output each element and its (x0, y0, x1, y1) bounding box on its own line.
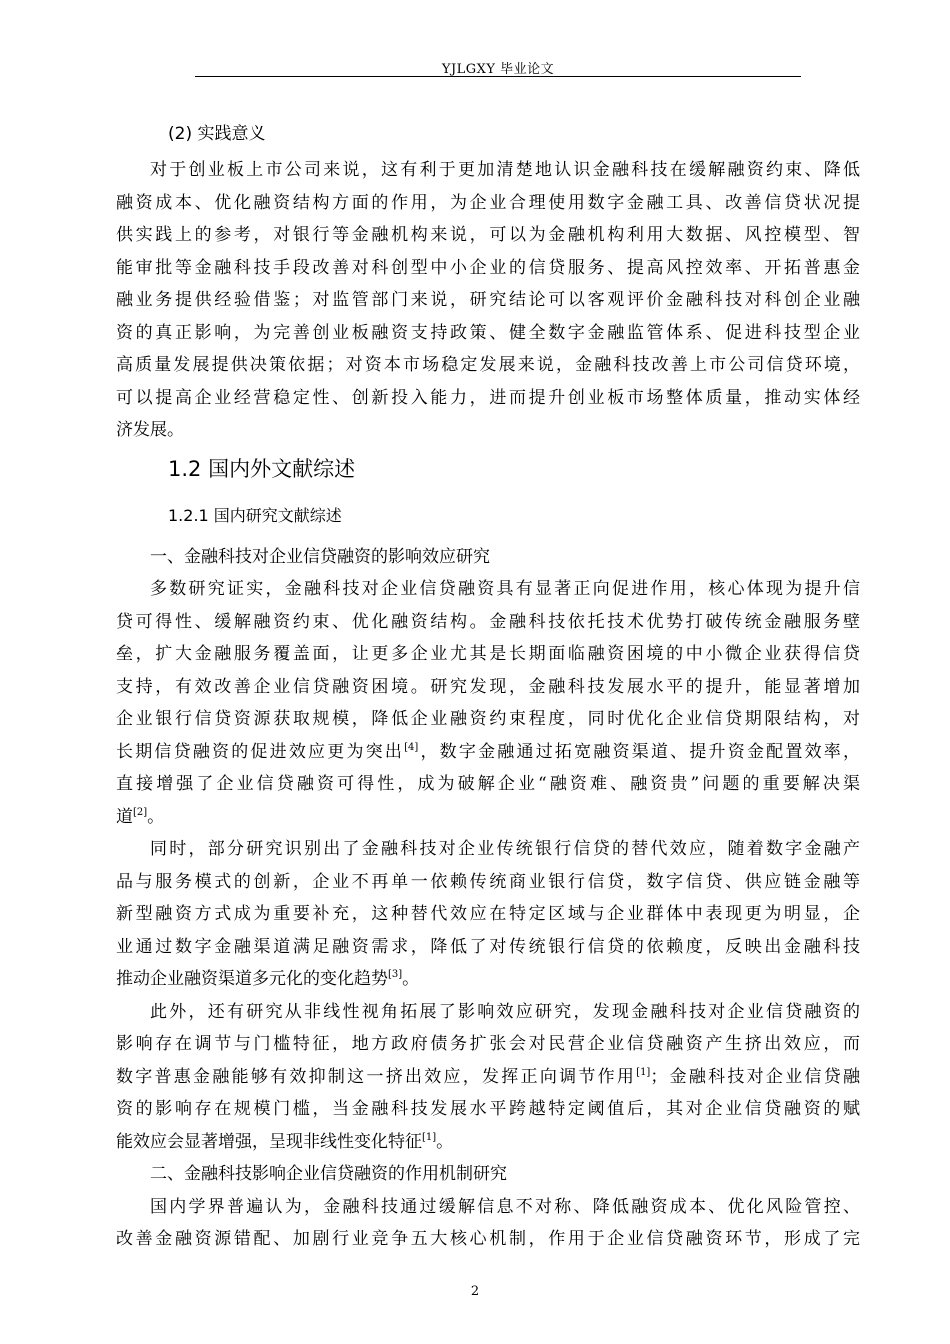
header-divider (195, 76, 801, 77)
paragraph-practice (116, 154, 860, 447)
text-line (116, 1126, 860, 1159)
text-line: 融资成本、优化融资结构方面的作用，为企业合理使用数字金融工具、改善信贷状况提 (116, 192, 860, 213)
paragraph-mechanisms (116, 1191, 860, 1256)
text-line: 贷可得性、缓解融资约束、优化融资结构。金融科技依托技术优势打破传统金融服务壁 (116, 611, 860, 632)
text-line (116, 1061, 860, 1094)
text-line: 能审批等金融科技手段改善对科创型中小企业的信贷服务、提高风控效率、开拓普惠金 (116, 257, 860, 278)
text-span: 能效应会显著增强，呈现非线性变化特征 (116, 1131, 422, 1152)
subsection-heading: 1.2.1 国内研究文献综述 (168, 505, 342, 525)
citation: [1] (422, 1131, 437, 1143)
text-span: 。 (402, 969, 420, 989)
text-line: 品与服务模式的创新，企业不再单一依赖传统商业银行信贷，数字信贷、供应链金融等 (116, 871, 860, 892)
citation: [2] (133, 806, 148, 818)
practice-heading: (2) 实践意义 (168, 124, 266, 144)
topic-heading: 一、金融科技对企业信贷融资的影响效应研究 (150, 546, 490, 567)
text-span: ；金融科技对企业信贷融 (650, 1066, 860, 1087)
text-line: 垒，扩大金融服务覆盖面，让更多企业尤其是长期面临融资困境的中小微企业获得信贷 (116, 644, 860, 664)
text-span: 长期信贷融资的促进效应更为突出 (116, 741, 405, 762)
text-line: 可以提高企业经营稳定性、创新投入能力，进而提升创业板市场整体质量，推动实体经 (116, 387, 860, 408)
text-line: 新型融资方式成为重要补充，这种替代效应在特定区域与企业群体中表现更为明显，企 (116, 904, 860, 924)
text-line: 融业务提供经验借鉴；对监管部门来说，研究结论可以客观评价金融科技对科创企业融 (116, 290, 860, 310)
text-span: 数字普惠金融能够有效抑制这一挤出效应，发挥正向调节作用 (116, 1066, 637, 1087)
text-line: 高质量发展提供决策依据；对资本市场稳定发展来说，金融科技改善上市公司信贷环境， (116, 355, 860, 375)
text-span: ，数字金融通过拓宽融资渠道、提升资金配置效率， (418, 741, 861, 762)
text-line: 直接增强了企业信贷融资可得性，成为破解企业“融资难、融资贵”问题的重要解决渠 (116, 774, 860, 794)
citation: [3] (388, 969, 403, 980)
document-body (116, 118, 860, 1256)
text-line: 此外，还有研究从非线性视角拓展了影响效应研究，发现金融科技对企业信贷融资的 (150, 1001, 860, 1022)
text-line (116, 801, 860, 834)
text-span: 推动企业融资渠道多元化的变化趋势 (116, 969, 388, 989)
text-span: 。 (147, 806, 165, 827)
page-header: YJLGXY 毕业论文 (441, 62, 555, 77)
text-line: 影响存在调节与门槛特征，地方政府债务扩张会对民营企业信贷融资产生挤出效应，而 (116, 1034, 860, 1054)
text-line: 企业银行信贷资源获取规模，降低企业融资约束程度，同时优化企业信贷期限结构，对 (116, 709, 860, 729)
text-line: 改善金融资源错配、加剧行业竞争五大核心机制，作用于企业信贷融资环节，形成了完 (116, 1229, 860, 1249)
text-line: 国内学界普遍认为，金融科技通过缓解信息不对称、降低融资成本、优化风险管控、 (150, 1196, 860, 1217)
text-span: 。 (436, 1131, 454, 1152)
text-line: 业通过数字金融渠道满足融资需求，降低了对传统银行信贷的依赖度，反映出金融科技 (116, 936, 860, 957)
paragraph-nonlinear (116, 996, 860, 1159)
text-line: 资的影响存在规模门槛，当金融科技发展水平跨越特定阈值后，其对企业信贷融资的赋 (116, 1099, 860, 1119)
text-line (116, 963, 860, 996)
paragraph-effects (116, 573, 860, 833)
citation: [1] (636, 1066, 651, 1078)
page-number: 2 (470, 1284, 480, 1299)
text-line (116, 736, 860, 769)
text-line: 同时，部分研究识别出了金融科技对企业传统银行信贷的替代效应，随着数字金融产 (150, 839, 860, 859)
text-line: 济发展。 (116, 420, 184, 440)
section-heading: 1.2 国内外文献综述 (168, 456, 356, 481)
paragraph-substitution (116, 833, 860, 996)
text-line: 多数研究证实，金融科技对企业信贷融资具有显著正向促进作用，核心体现为提升信 (150, 579, 860, 599)
text-span: 道 (116, 806, 133, 827)
text-line: 供实践上的参考，对银行等金融机构来说，可以为金融机构利用大数据、风控模型、智 (116, 225, 860, 245)
topic-heading: 二、金融科技影响企业信贷融资的作用机制研究 (150, 1164, 507, 1184)
text-line: 对于创业板上市公司来说，这有利于更加清楚地认识金融科技在缓解融资约束、降低 (150, 160, 860, 180)
text-line: 支持，有效改善企业信贷融资困境。研究发现，金融科技发展水平的提升，能显著增加 (116, 676, 860, 697)
text-line: 资的真正影响，为完善创业板融资支持政策、健全数字金融监管体系、促进科技型企业 (116, 322, 860, 343)
citation: [4] (404, 741, 419, 753)
